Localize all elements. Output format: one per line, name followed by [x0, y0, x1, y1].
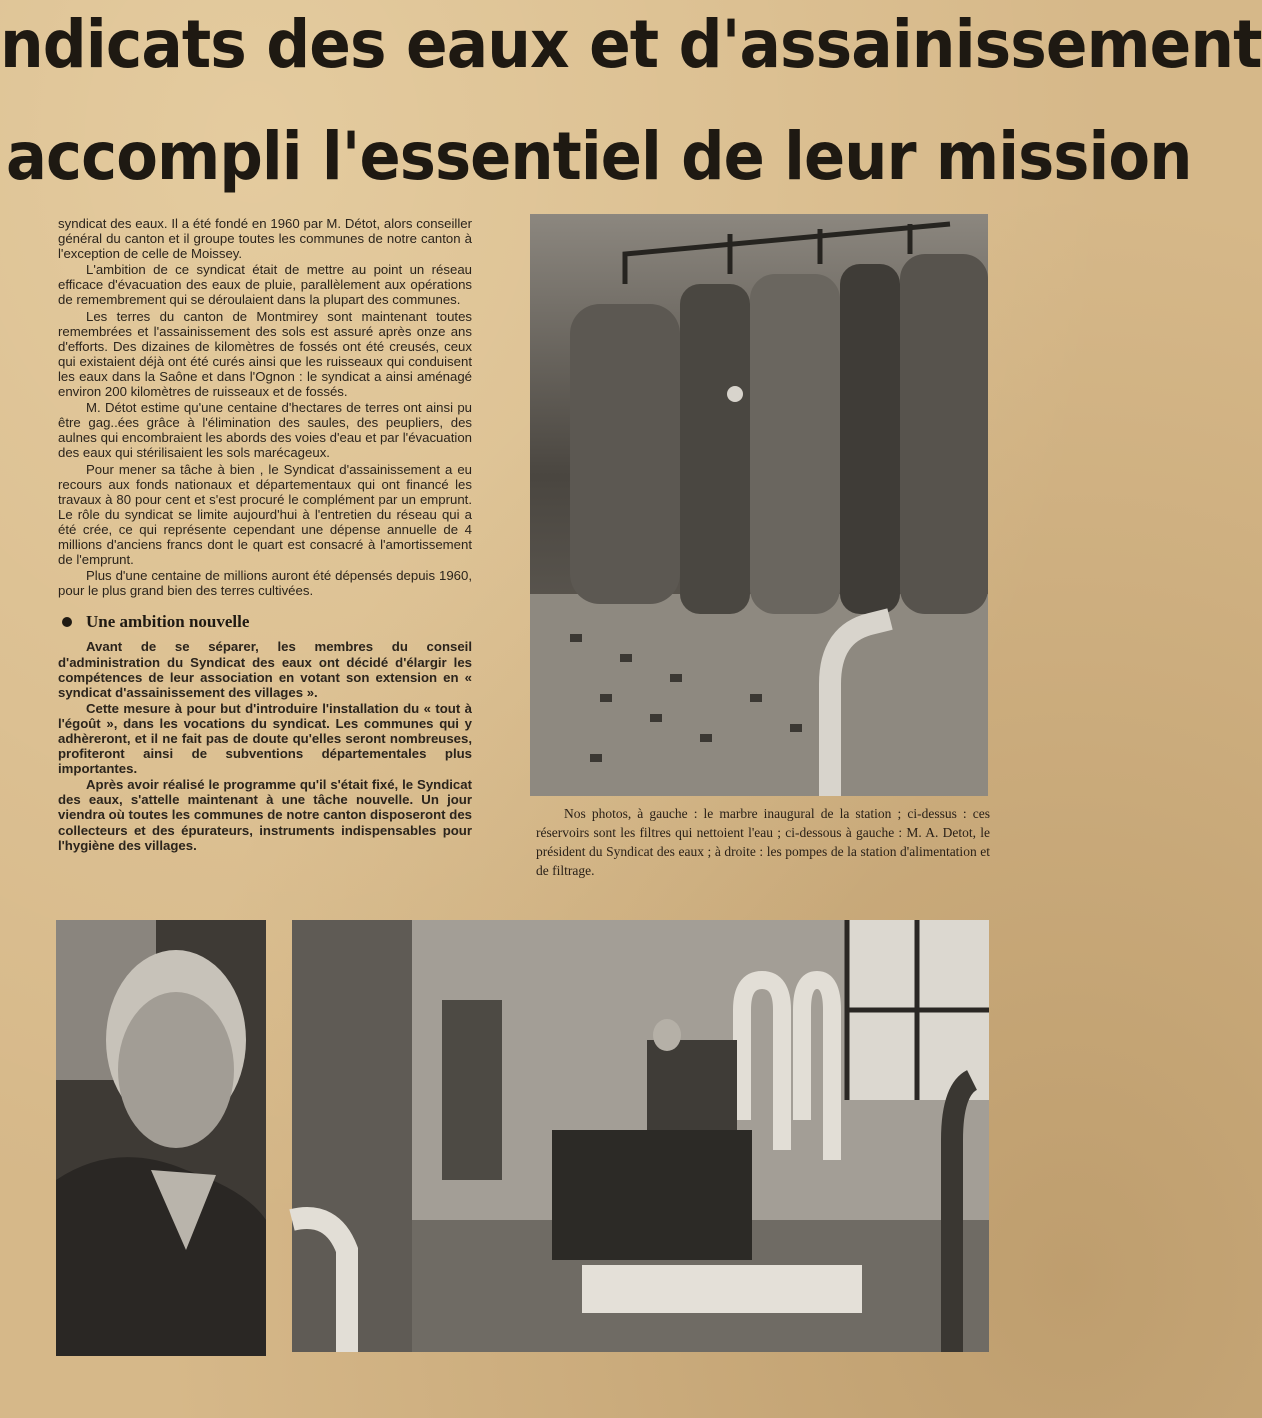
photo-caption: Nos photos, à gauche : le marbre inaugural de la station ; ci-dessus : ces réservoirs sont les filtres qui nettoient l'eau ; ci-dessous à gauche : M. A. Detot, le président du Syndicat des eaux ; à droite : les pompes de la station d'alimentation et de filtrage.: [536, 806, 990, 878]
pumps-photo: [292, 920, 989, 1352]
section-subhead: [62, 612, 472, 632]
pumps-illustration: [292, 920, 989, 1352]
headline-line-2: accompli l'essentiel de leur mission: [6, 118, 1192, 195]
subhead-text: Une ambition nouvelle: [86, 612, 250, 632]
portrait-illustration: [56, 920, 266, 1356]
article-paragraph: Pour mener sa tâche à bien , le Syndicat d'assainissement a eu recours aux fonds nationaux et départementaux qui ont financé les travaux à 80 pour cent et s'est procuré le complément par un emprunt. Le rôle du syndicat se limite aujourd'hui à l'entretien du réseau qui a été crée, ce qui représente cependant une dépense annuelle de 4 millions d'anciens francs dont le quart est consacré à l'amortissement de l'emprunt.: [58, 461, 472, 568]
bold-section: [58, 639, 472, 852]
article-paragraph: Les terres du canton de Montmirey sont maintenant toutes remembrées et l'assainissement des sols est assuré après onze ans d'efforts. Des dizaines de kilomètres de fossés ont été creusés, ceux qui existaient déjà ont été curés ainsi que les ruisseaux qui conduisent les eaux dans la Saône et dans l'Ognon : le syndicat a ainsi aménagé environ 200 kilomètres de ruisseaux et de fossés.: [58, 308, 472, 400]
article-paragraph: Plus d'une centaine de millions auront été dépensés depuis 1960, pour le plus grand bien des terres cultivées.: [58, 568, 472, 599]
headline-line-1: ndicats des eaux et d'assainissement: [0, 6, 1262, 83]
article-paragraph: M. Détot estime qu'une centaine d'hectares de terres ont ainsi pu être gag..ées grâce à l'élimination des saules, des peupliers, des aulnes qui encombraient les abords des voies d'eau et par l'évacuation des eaux qui stérilisaient les sols marécageux.: [58, 400, 472, 461]
reservoirs-photo: [530, 214, 988, 796]
portrait-photo: [56, 920, 266, 1356]
reservoirs-illustration: [530, 214, 988, 796]
article-paragraph: L'ambition de ce syndicat était de mettre au point un réseau efficace d'évacuation des eaux de pluie, parallèlement aux opérations de remembrement qui se déroulaient dans la plupart des communes.: [58, 262, 472, 308]
article-paragraph: syndicat des eaux. Il a été fondé en 1960 par M. Détot, alors conseiller général du canton et il groupe toutes les communes de notre canton à l'exception de celle de Moissey.: [58, 216, 472, 262]
bold-paragraph: Après avoir réalisé le programme qu'il s'était fixé, le Syndicat des eaux, s'attelle maintenant à une tâche nouvelle. Un jour viendra où toutes les communes de notre canton disposeront des collecteurs et des épurateurs, instruments indispensables pour l'hygiène des villages.: [58, 777, 472, 853]
bold-paragraph: Avant de se séparer, les membres du conseil d'administration du Syndicat des eaux ont décidé d'élargir les compétences de leur association en votant son extension en « syndicat d'assainissement des villages ».: [58, 639, 472, 700]
bold-paragraph: Cette mesure à pour but d'introduire l'installation du « tout à l'égoût », dans les vocations du syndicat. Les communes qui y adhèreront, et il ne fait pas de doute qu'elles seront nombreuses, profiteront ainsi de subventions départementales plus importantes.: [58, 700, 472, 777]
bullet-icon: [62, 617, 72, 627]
article-column: [58, 216, 472, 854]
